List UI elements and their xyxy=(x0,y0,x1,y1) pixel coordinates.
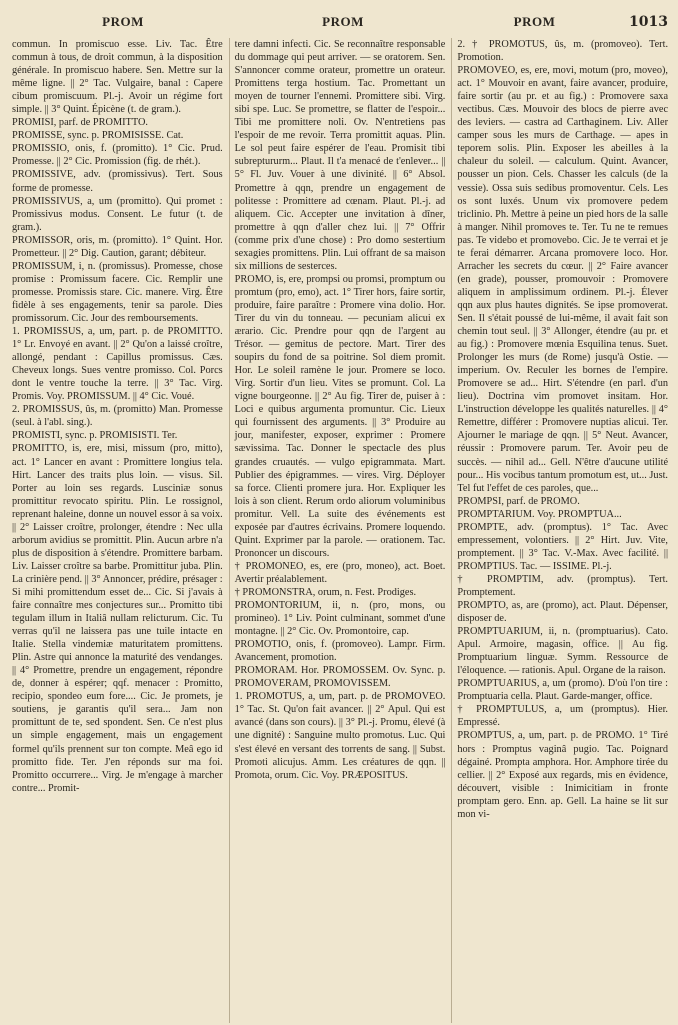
column-left xyxy=(12,38,223,1023)
dictionary-entry: PROMISSUM, i, n. (promissus). Promesse, chose promise : Promissum facere. Cic. Remplir une promesse. Promissis stare. Cic. manere. Virg. Être fidèle à ses engagements, tenir sa parole. Dies promissorum. Cic. Jour des remboursements. xyxy=(12,260,223,324)
dictionary-entry: PROMOTIO, onis, f. (promoveo). Lampr. Firm. Avancement, promotion. xyxy=(234,639,446,664)
dictionary-entry: PROMISSIO, onis, f. (promitto). 1° Cic. Prud. Promesse. || 2° Cic. Promission (fig. de rhét.). xyxy=(12,143,223,168)
dictionary-entry: PROMPTARIUM. Voy. PROMPTUA... xyxy=(457,508,622,520)
dictionary-entry: PROMOVEO, es, ere, movi, motum (pro, moveo), act. 1° Mouvoir en avant, faire avancer, produire, faire sortir (au pr. et au fig.) : Promovere saxa vectibus. Cæs. Mouvoir des blocs de pierre avec des leviers. — castra ad Carthaginem. Liv. Aller camper sous les murs de Carthage. — apes in teporem solis. Plin. Exposer les abeilles à la chaleur du soleil. — calculum. Quint. Avancer, pousser un pion. Cels. Chasser les calculs (de la vessie). Ossa suis sedibus promoventur. Cels. Les os sont luxés. Unum vix promovere pedem triclinio. Ph. Mettre à peine un pied hors de la salle à manger. Nihil promoves te. Ter. Tu ne te remues pas. Te videbo et promovebo. Cic. Je te verrai et je te ferai démarrer. Arcana promovere loco. Hor. Arracher les secrets du cœur. || 2° Faire avancer (en grade), pousser, promouvoir : Promovere aliquem in amplissimum ordinem. Pl.-j. Élever qqn aux plus hautes dignités. Se ipse promoverat. Sen. Il s'était poussé de lui-même, il avait fait son chemin tout seul. || 3° Allonger, étendre (au pr. et au fig.) : Promovere mœnia Esquilina tenus. Suet. Prolonger les murs (de Rome) jusqu'à Ostie. — imperium. Ov. Reculer les bornes de l'empire. Promovere se ad... Hirt. S'étendre (en parl. d'un lieu). Doctrina vim promovet insitam. Hor. L'instruction développe les qualités naturelles. || 4° Remettre, différer : Promovere nuptias alicui. Ter. Ajourner le mariage de qqn. || 5° Neut. Avancer, réussir : Promovere parum. Ter. Avoir peu de succès. — nihil ad... Gell. N'être d'aucune utilité pour... His vocibus tantum promotum est, ut... Just. Tel fut l'effet de ces paroles, que... xyxy=(457,65,669,494)
text-columns xyxy=(12,38,668,1023)
dictionary-entry: PROMPTO, as, are (promo), act. Plaut. Dépenser, disposer de. xyxy=(457,600,669,625)
dictionary-entry: PROMORAM. Hor. PROMOSSEM. Ov. Sync. p. PROMOVERAM, PROMOVISSEM. xyxy=(234,665,446,690)
dictionary-entry: † PROMPTULUS, a, um (promptus). Hier. Empressé. xyxy=(457,704,669,729)
dictionary-entry: commun. In promiscuo esse. Liv. Tac. Être commun à tous, de droit commun, à la disposition générale. In promiscuo habere. Sen. Mettre sur la même ligne. || 2° Tac. Vulgaire, banal : Capere cibum promiscuum. Pl.-j. Avoir un régime fort simple. || 3° Quint. Épicène (t. de gram.). xyxy=(12,39,223,116)
dictionary-entry: PROMPTUARIUM, ii, n. (promptuarius). Cato. Apul. Armoire, magasin, office. || Au fig. Promptuarium linguæ. Symm. Ressource de l'éloquence. — rationis. Apul. Organe de la raison. xyxy=(457,626,669,677)
dictionary-entry: PROMISI, parf. de PROMITTO. xyxy=(12,117,148,129)
dictionary-entry: PROMPTUS, a, um, part. p. de PROMO. 1° Tiré hors : Promptus vaginâ pugio. Tac. Poignard dégainé. Prompta amphora. Hor. Amphore tirée du cellier. || 2° Exposé aux regards, mis en évidence, découvert, visible : Inimicitiam in fronte promptam gero. Enn. ap. Gell. La haine se lit sur mon vi- xyxy=(457,730,669,820)
dictionary-entry: PROMPTE, adv. (promptus). 1° Tac. Avec empressement, volontiers. || 2° Hirt. Juv. Vite, promptement. || 3° Tac. V.-Max. Avec facilité. || PROMPTIUS. Tac. — ISSIME. Pl.-j. xyxy=(457,521,669,572)
dictionary-entry: PROMPSI, parf. de PROMO. xyxy=(457,495,580,507)
dictionary-entry: PROMO, is, ere, prompsi ou promsi, promptum ou promtum (pro, emo), act. 1° Tirer hors, faire sortir, produire, faire paraître : Promere vina dolio. Hor. Tirer du vin du tonneau. — pecuniam alicui ex ærario. Cic. Prendre pour qqn de l'argent au Trésor. — gemitus de pectore. Mart. Tirer des soupirs du fond de sa poitrine. Sol diem promit. Hor. Le soleil ramène le jour. Promere se loco. Virg. Sortir d'un lieu. Vites se promunt. Col. La vigne bourgeonne. || 2° Au fig. Tirer de, puiser à : Loci e quibus argumenta promuntur. Cic. Lieux qui fournissent des arguments. || 3° Produire au jour, manifester, exposer, exprimer : Promere sævissima. Tac. Donner le spectacle des plus grandes cruautés. — vulgo epigrammata. Mart. Publier des épigrammes. — vires. Virg. Déployer sa force. Clienti promere jura. Hor. Expliquer les lois à son client. Rerum ordo aliorum voluminibus promitur. Vell. La suite des événements est exposée par d'autres écrivains. Promere loquendo. Quint. Exprimer par la parole. — orationem. Tac. Prononcer un discours. xyxy=(234,273,446,559)
dictionary-entry: PROMISSIVUS, a, um (promitto). Qui promet : Promissivus modus. Consent. Le futur (t. de gram.). xyxy=(12,195,223,233)
column-right xyxy=(451,38,668,1023)
dictionary-entry: PROMPTUARIUS, a, um (promo). D'où l'on tire : Promptuaria cella. Plaut. Garde-manger, office. xyxy=(457,678,669,703)
running-head-left: PROM xyxy=(102,14,144,29)
dictionary-entry: 2. † PROMOTUS, ûs, m. (promoveo). Tert. Promotion. xyxy=(457,39,669,64)
column-middle xyxy=(229,38,446,1023)
dictionary-entry: † PROMONEO, es, ere (pro, moneo), act. Boet. Avertir préalablement. xyxy=(234,560,446,585)
running-header xyxy=(12,14,668,36)
dictionary-entry: 2. PROMISSUS, ûs, m. (promitto) Man. Promesse (seul. à l'abl. sing.). xyxy=(12,404,223,429)
dictionary-entry: PROMONTORIUM, ii, n. (pro, mons, ou promineo). 1° Liv. Point culminant, sommet d'une montagne. || 2° Cic. Ov. Promontoire, cap. xyxy=(234,600,446,638)
dictionary-entry: PROMISSE, sync. p. PROMISISSE. Cat. xyxy=(12,130,184,142)
dictionary-entry: PROMISTI, sync. p. PROMISISTI. Ter. xyxy=(12,430,178,442)
dictionary-entry: † PROMPTIM, adv. (promptus). Tert. Promptement. xyxy=(457,573,669,598)
dictionary-entry: PROMISSOR, oris, m. (promitto). 1° Quint. Hor. Prometteur. || 2° Dig. Caution, garant; débiteur. xyxy=(12,234,223,259)
dictionary-entry: † PROMONSTRA, orum, n. Fest. Prodiges. xyxy=(234,586,417,598)
running-head-center: PROM xyxy=(322,14,364,29)
dictionary-entry: PROMISSIVE, adv. (promissivus). Tert. Sous forme de promesse. xyxy=(12,169,223,194)
dictionary-entry: 1. PROMISSUS, a, um, part. p. de PROMITTO. 1° Lr. Envoyé en avant. || 2° Qu'on a laissé croître, allongé, pendant : Capillus promissus. Cæs. Cheveux longs. Sues ventre promisso. Col. Porcs dont le ventre touche la terre. || 3° Tac. Virg. Promis. Voy. PROMISSUM. || 4° Cic. Voué. xyxy=(12,326,223,403)
dictionary-entry: tere damni infecti. Cic. Se reconnaître responsable du dommage qui peut arriver. — se oratorem. Sen. S'annoncer comme orateur, promettre un orateur. Promittens terga hostium. Tac. Promettant un moyen de tourner l'ennemi. Promittere sibi. Virg. sibi spe. Luc. Se promettre, se flatter de l'espoir... Tibi me promittere noli. Ov. N'entretiens pas l'espoir de me revoir. Terra promittit aquas. Plin. Le sol peut faire espérer de l'eau. Promisit tibi subreptururm... Plaut. Il t'a menacé de t'enlever... || 5° Fl. Juv. Vouer à une divinité. || 6° Absol. Promettre à qqn, prendre un engagement de politesse : Promittere ad cœnam. Plaut. Pl.-j. ad aliquem. Cic. Accepter une invitation à dîner, promettre à qqn d'aller chez lui. || 7° Offrir (comme prix d'une chose) : Pro domo sestertium sexagies promittens. Plin. Lui offrant de sa maison six millions de sesterces. xyxy=(234,39,446,272)
page-number: 1013 xyxy=(629,14,668,30)
dictionary-entry: 1. PROMOTUS, a, um, part. p. de PROMOVEO. 1° Tac. St. Qu'on fait avancer. || 2° Apul. Qui est avancé (dans son cours). || 3° Pl.-j. Promu, élevé (à une dignité) : Sanguine multo promotus. Luc. Qui s'est élevé en versant des torrents de sang. || Subst. Promoti alicujus. Amm. Les créatures de qqn. || Promota, orum. Cic. Voy. PRÆPOSITUS. xyxy=(234,691,446,781)
dictionary-entry: PROMITTO, is, ere, misi, missum (pro, mitto), act. 1° Lancer en avant : Promittere longius tela. Hirt. Lancer des traits plus loin. — visus. Sil. Porter au loin ses regards. Lusciniæ sonus promittitur revocato spiritu. Plin. Le rossignol, reprenant haleine, donne un nouvel essor à sa voix. || 2° Laisser croître, prolonger, étendre : Nec ulla arborum avidius se promittit. Plin. Aucun arbre n'a plus de disposition à s'étendre. Promittere barbam. Liv. Laisser croître sa barbe. Promittitur juba. Plin. La crinière pend. || 3° Annoncer, prédire, présager : Si mihi promittendum esset de... Cic. Si j'avais à faire connaître mes conjectures sur... Promitto tibi tegulam illum in Italiâ nullam relicturum. Cic. Tu verras qu'il ne laissera pas une tuile intacte en Italie. Stella vindemiæ maturitatem promittens. Plin. Astre qui annonce la maturité des vendanges. || 4° Promettre, prendre un engagement, répondre de, donner à espérer; qqf. menacer : Promitto, recipio, spondeo eum fore.... Cic. Je promets, je soutiens, je garantis qu'il sera... Jam non promittunt de te, sed spondent. Sen. Ce n'est plus un simple engagement, mais un engagement formel qu'ils prennent sur ton compte. Meâ ego id promitto fide. Ter. J'en réponds sur ma foi. Promitto occurrere... Virg. Je m'engage à marcher contre... Promit- xyxy=(12,443,223,794)
running-head-right: PROM xyxy=(513,14,556,29)
